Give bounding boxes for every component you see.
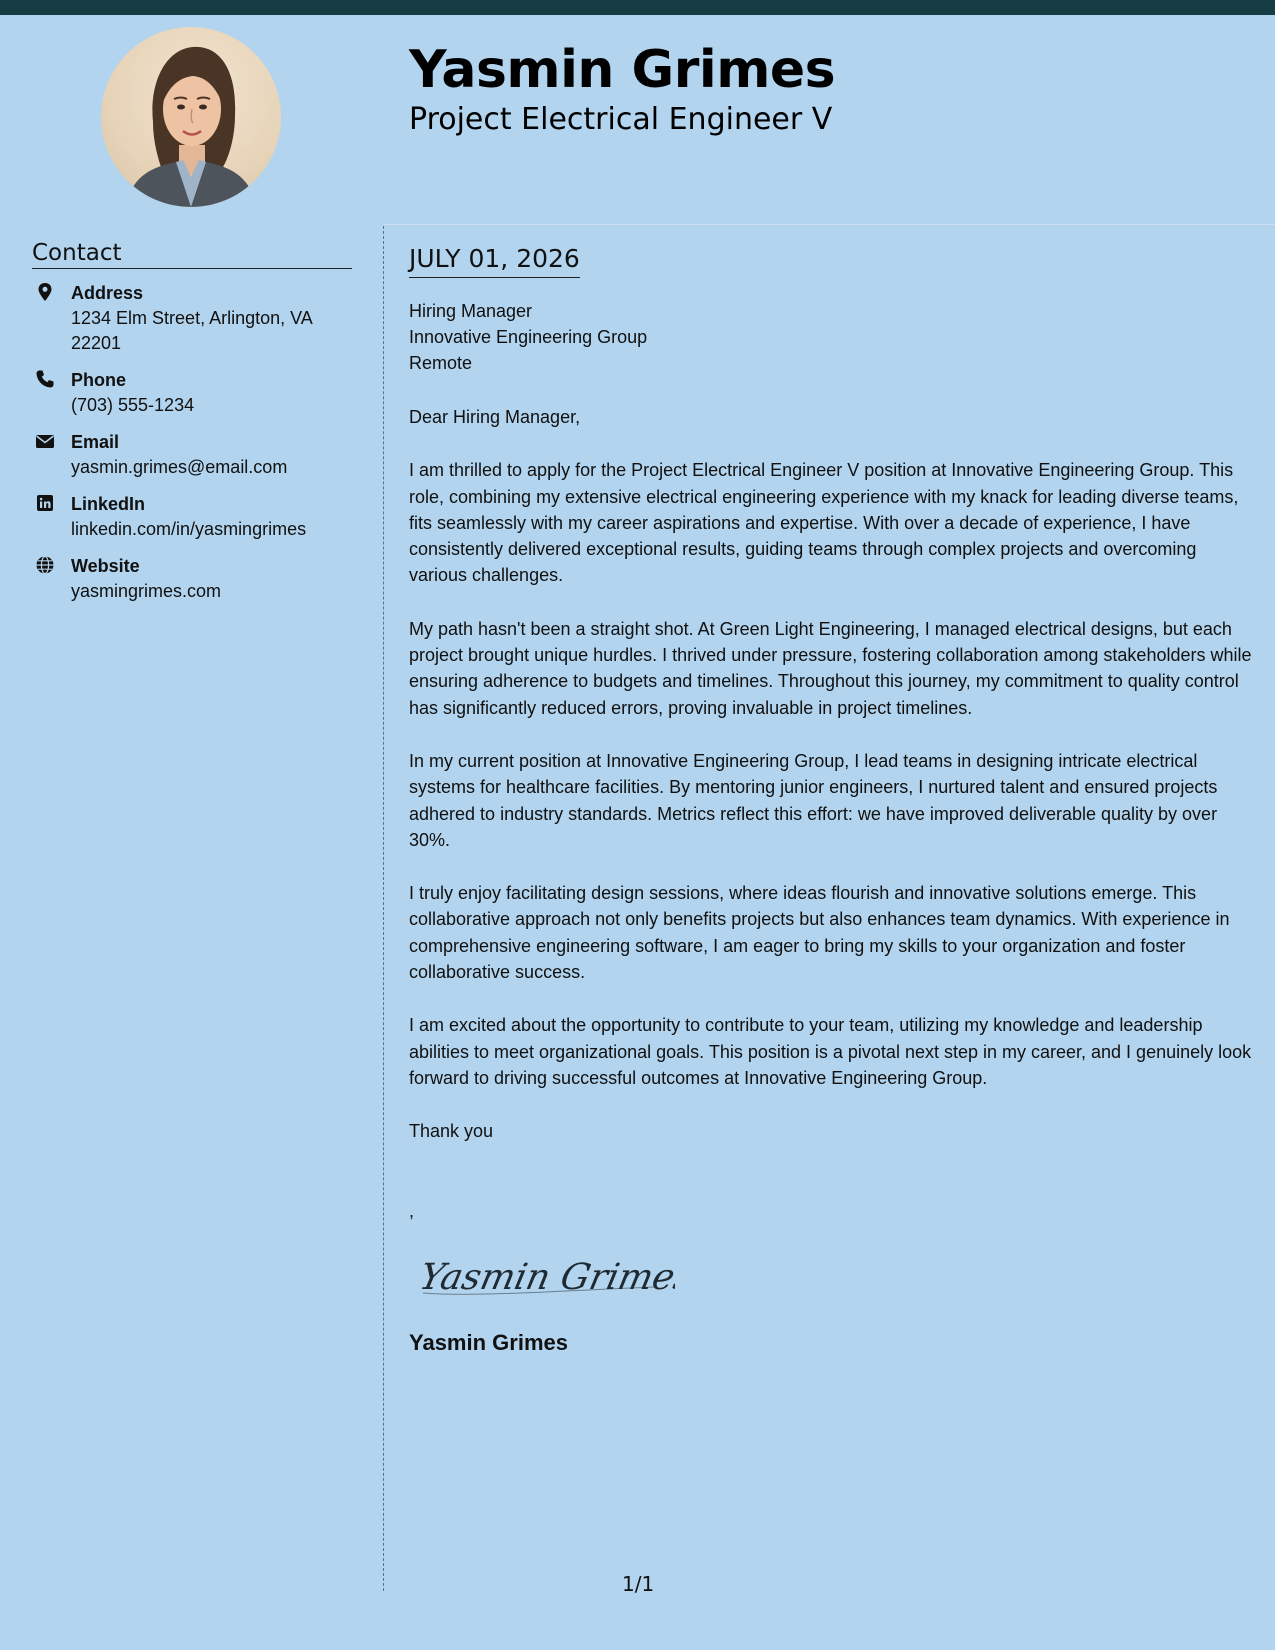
page-number: 1/1 bbox=[622, 1572, 655, 1596]
globe-icon bbox=[35, 555, 55, 575]
salutation: Dear Hiring Manager, bbox=[409, 407, 581, 427]
closing-comma: , bbox=[409, 1200, 415, 1221]
contact-heading: Contact bbox=[32, 240, 352, 269]
recipient-block bbox=[409, 298, 1254, 376]
letter-date: JULY 01, 2026 bbox=[409, 244, 580, 278]
contact-label: Website bbox=[71, 556, 140, 576]
email-value[interactable]: yasmin.grimes@email.com bbox=[71, 457, 288, 477]
contact-phone bbox=[32, 368, 352, 418]
contact-address bbox=[32, 281, 352, 356]
letter-paragraph: In my current position at Innovative Engineering Group, I lead teams in designing intricate electrical systems for healthcare facilities. By mentoring junior engineers, I nurtured talent and ensured projects adhered to industry standards. Metrics reflect this effort: we have improved deliverable quality by over 30%. bbox=[409, 750, 1218, 850]
phone-value: (703) 555-1234 bbox=[71, 395, 195, 415]
recipient-company: Innovative Engineering Group bbox=[409, 327, 648, 347]
profile-photo bbox=[101, 27, 281, 207]
phone-icon bbox=[35, 369, 55, 389]
contact-sidebar bbox=[32, 240, 352, 616]
envelope-icon bbox=[35, 431, 55, 451]
recipient-role: Hiring Manager bbox=[409, 301, 533, 321]
contact-label: Email bbox=[71, 432, 120, 452]
closing: Thank you bbox=[409, 1121, 494, 1142]
letter-body bbox=[409, 244, 1254, 1356]
address-value: 1234 Elm Street, Arlington, VA 22201 bbox=[71, 308, 312, 353]
job-title: Project Electrical Engineer V bbox=[409, 102, 833, 137]
letter-paragraph: I am excited about the opportunity to contribute to your team, utilizing my knowledge and leadership abilities to meet organizational goals. This position is a pivotal next step in my career, and I genuinely look forward to driving successful outcomes at Innovative Engineering Group. bbox=[409, 1015, 1252, 1088]
contact-email bbox=[32, 430, 352, 480]
contact-label: LinkedIn bbox=[71, 494, 146, 514]
letter-paragraph: I am thrilled to apply for the Project Electrical Engineer V position at Innovative Engineering Group. This role, combining my extensive electrical engineering experience with my knack for leading diverse teams, fits seamlessly with my career aspirations and expertise. With over a decade of experience, I have consistently delivered exceptional results, guiding teams through complex projects and overcoming various challenges. bbox=[409, 460, 1239, 586]
letter-paragraph: My path hasn't been a straight shot. At Green Light Engineering, I managed electrical designs, but each project brought unique hurdles. I thrived under pressure, fostering collaboration among stakeholders while ensuring adherence to budgets and timelines. Throughout this journey, my commitment to quality control has significantly reduced errors, proving invaluable in project timelines. bbox=[409, 618, 1252, 718]
top-accent-bar bbox=[0, 0, 1275, 15]
handwritten-signature bbox=[415, 1245, 1254, 1310]
map-pin-icon bbox=[35, 282, 55, 302]
signature-text: Yasmin Grimes bbox=[415, 1254, 675, 1298]
letter-paragraph: I truly enjoy facilitating design sessions, where ideas flourish and innovative solutions emerge. This collaborative approach not only benefits projects but also enhances team dynamics. With experience in comprehensive engineering software, I am eager to bring my skills to your organization and foster collaborative success. bbox=[409, 883, 1230, 983]
column-divider bbox=[383, 226, 384, 1591]
contact-label: Phone bbox=[71, 370, 127, 390]
contact-linkedin bbox=[32, 492, 352, 542]
linkedin-icon bbox=[35, 493, 55, 513]
header-divider bbox=[384, 224, 1275, 225]
website-value[interactable]: yasmingrimes.com bbox=[71, 581, 222, 601]
recipient-location: Remote bbox=[409, 353, 473, 373]
linkedin-value[interactable]: linkedin.com/in/yasmingrimes bbox=[71, 519, 307, 539]
candidate-name: Yasmin Grimes bbox=[409, 40, 836, 100]
contact-label: Address bbox=[71, 283, 144, 303]
contact-website bbox=[32, 554, 352, 604]
signed-name: Yasmin Grimes bbox=[409, 1329, 568, 1355]
